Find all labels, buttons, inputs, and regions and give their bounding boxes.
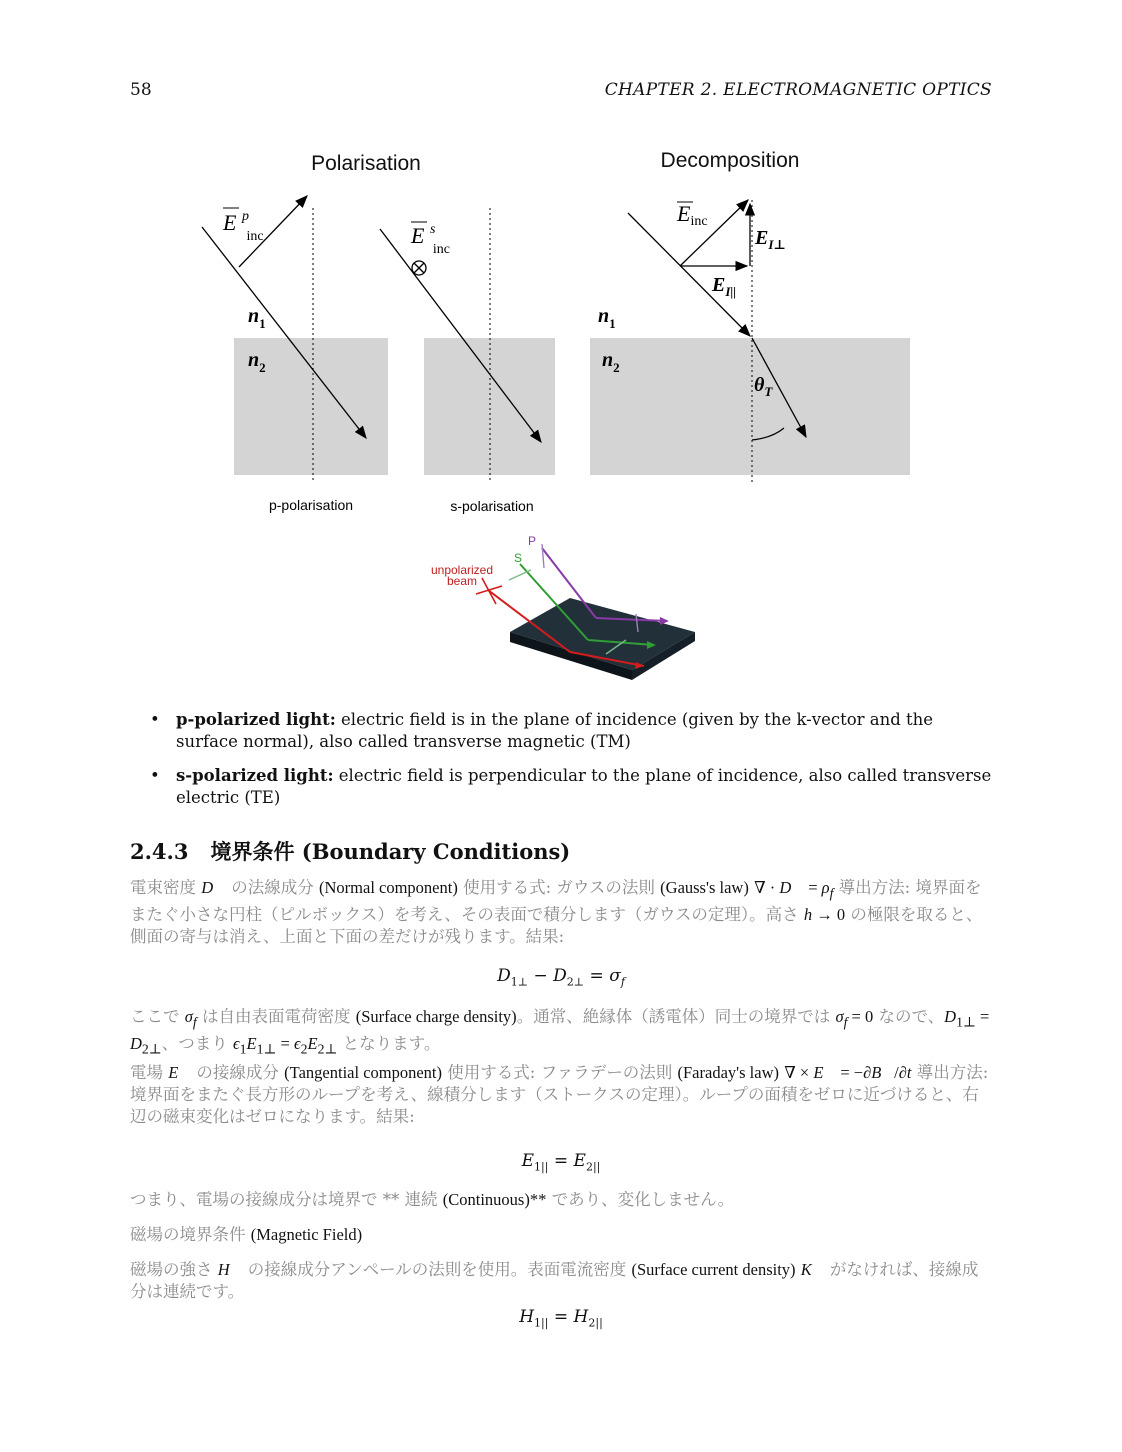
- section-heading: 2.4.3 境界条件 (Boundary Conditions): [130, 839, 571, 864]
- n1-label-p: $n_1$: [248, 305, 266, 331]
- page-number: 58: [130, 80, 152, 100]
- theta-t-label: $\theta_T$: [754, 374, 773, 399]
- e-inc-label: Einc: [677, 201, 708, 229]
- equation-d-normal: $D_{1\perp} - D_{2\perp} = \sigma_f$: [497, 966, 625, 989]
- decomposition-title: Decomposition: [660, 149, 800, 172]
- e-p-label: E $^p$ inc: [223, 209, 264, 244]
- e-perp-label: $E_{I\perp}$: [755, 227, 786, 252]
- s-polarisation-caption: s-polarisation: [450, 498, 534, 514]
- n1-label-d: $n_1$: [598, 305, 616, 331]
- list-item: • s-polarized light: electric field is perpendicular to the plane of incidence, also called transverse electric (TE): [150, 766, 992, 807]
- s-polarisation-panel: [380, 208, 555, 514]
- polarisation-figure: [180, 140, 930, 525]
- paragraph-magnetic-heading: 磁場の境界条件 (Magnetic Field): [130, 1225, 363, 1244]
- beam-label-line2: beam: [446, 574, 478, 588]
- paragraph-magnetic-field: 磁場の強さ H⃗ の接線成分アンペールの法則を使用。表面電流密度 (Surface current density) K⃗ がなければ、接線成分は連続です。: [130, 1260, 979, 1301]
- n2-label-p: $n_2$: [248, 349, 266, 375]
- equation-e-tangential: $E_{1||} = E_{2||}$: [521, 1151, 601, 1174]
- e-parallel-label: $E_{I||}$: [712, 274, 737, 299]
- n2-label-d: $n_2$: [602, 349, 620, 375]
- paragraph-continuous: つまり、電場の接線成分は境界で ** 連続 (Continuous)** であり、変化しません。: [130, 1190, 735, 1209]
- paragraph-surface-charge: ここで $\sigma_f$ は自由表面電荷密度 (Surface charge density)。通常、絶縁体（誘電体）同士の境界では $\sigma_f = 0$ なので、$D_{1\perp} = D_{2\perp}$、つまり $\epsilon_1E_{1\perp} = \epsilon_2E_{2\perp}$ となります。: [130, 1007, 990, 1057]
- polarization-bullet-list: [150, 709, 992, 821]
- chapter-title: CHAPTER 2. ELECTROMAGNETIC OPTICS: [604, 80, 992, 100]
- list-item: • p-polarized light: electric field is in the plane of incidence (given by the k-vector and the surface normal), also called transverse magnetic (TM): [150, 710, 934, 751]
- beam-label-line1: unpolarized: [430, 563, 494, 577]
- paragraph-tangential-component: 電場 E⃗ の接線成分 (Tangential component) 使用する式: ファラデーの法則 (Faraday's law) ∇ × E⃗ = −∂B⃗/∂t 導出方法: 境界面をまたぐ長方形のループを考え、線積分します（ストークスの定理）。ループの面積をゼロに近づけると、右辺の磁束変化はゼロになります。結果:: [130, 1063, 989, 1126]
- beam-s-label: S: [514, 551, 523, 565]
- polarisation-title: Polarisation: [311, 152, 421, 175]
- paragraph-normal-component: 電束密度 D⃗ の法線成分 (Normal component) 使用する式: ガウスの法則 (Gauss's law) ∇ · D⃗ = $\rho_f$ 導出方法: 境界面をまたぐ小さな円柱（ピルボックス）を考え、その表面で積分します（ガウスの定理）。高さ h → 0 の極限を取ると、側面の寄与は消え、上面と下面の差だけが残ります。結果:: [130, 878, 983, 947]
- polarized-beam-illustration: [410, 528, 700, 693]
- equation-h-tangential: $H_{1||} = H_{2||}$: [519, 1307, 603, 1330]
- e-s-label: E $^s$ inc: [411, 222, 451, 257]
- p-polarisation-caption: p-polarisation: [268, 497, 354, 513]
- decomposition-panel: [590, 200, 910, 485]
- p-polarisation-panel: [202, 196, 388, 513]
- beam-p-label: P: [528, 534, 537, 548]
